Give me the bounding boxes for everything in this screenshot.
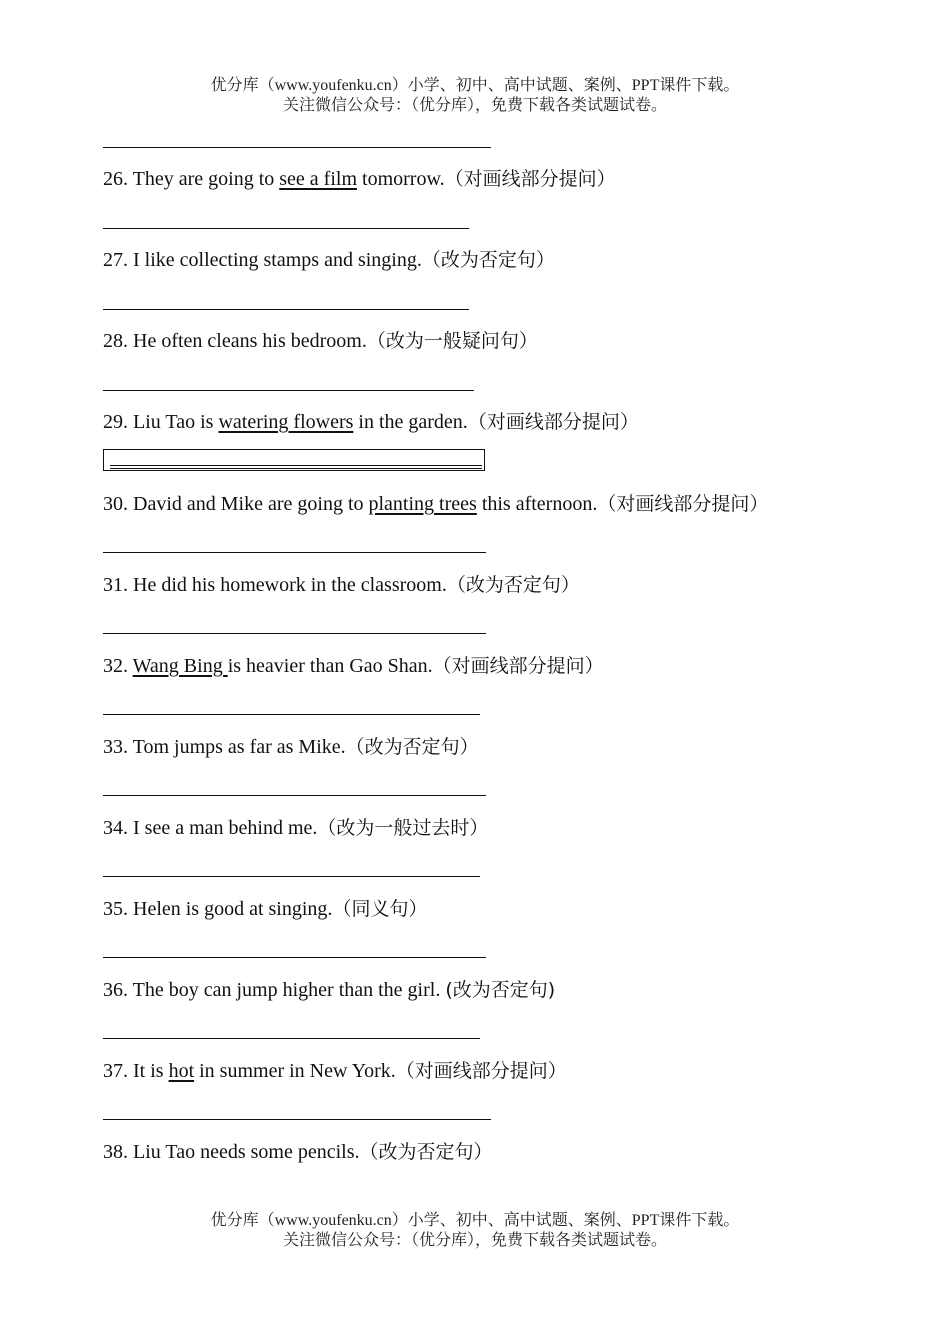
question-38: 38. Liu Tao needs some pencils.（改为否定句） — [103, 1141, 493, 1163]
answer-line[interactable] — [103, 309, 469, 310]
instruction: （对画线部分提问） — [395, 1060, 567, 1082]
answer-box[interactable] — [103, 449, 485, 471]
underlined-phrase: watering flowers — [218, 411, 354, 433]
question-34: 34. I see a man behind me.（改为一般过去时） — [103, 817, 489, 839]
question-32: 32. Wang Bing is heavier than Gao Shan.（对画线部分提问） — [103, 655, 604, 677]
answer-line[interactable] — [103, 957, 486, 958]
answer-line[interactable] — [103, 147, 491, 148]
page-header — [0, 76, 950, 116]
instruction: （对画线部分提问） — [597, 493, 769, 515]
instruction: （对画线部分提问） — [467, 411, 639, 433]
header-line-1: 优分库（www.youfenku.cn）小学、初中、高中试题、案例、PPT课件下载。 — [210, 77, 740, 94]
answer-line[interactable] — [103, 633, 486, 634]
instruction: （改为否定句） — [446, 574, 580, 596]
instruction: （改为否定句） — [345, 736, 479, 758]
answer-line[interactable] — [103, 390, 474, 391]
question-28: 28. He often cleans his bedroom.（改为一般疑问句） — [103, 330, 538, 352]
instruction: （改为一般疑问句） — [366, 330, 538, 352]
footer-line-2: 关注微信公众号：（优分库），免费下载各类试题试卷。 — [282, 1232, 667, 1249]
question-29: 29. Liu Tao is watering flowers in the garden.（对画线部分提问） — [103, 411, 639, 433]
question-26: 26. They are going to see a film tomorrow.（对画线部分提问） — [103, 168, 616, 190]
instruction: （同义句） — [332, 898, 428, 920]
instruction: （对画线部分提问） — [432, 655, 604, 677]
answer-line[interactable] — [103, 1119, 491, 1120]
instruction: （改为否定句） — [421, 249, 555, 271]
underlined-phrase: Wang Bing — [132, 655, 228, 677]
question-35: 35. Helen is good at singing.（同义句） — [103, 898, 428, 920]
instruction: （改为一般过去时） — [317, 817, 489, 839]
question-37: 37. It is hot in summer in New York.（对画线部分提问） — [103, 1060, 567, 1082]
answer-line[interactable] — [103, 876, 480, 877]
question-31: 31. He did his homework in the classroom.（改为否定句） — [103, 574, 580, 596]
answer-line[interactable] — [103, 552, 486, 553]
answer-line[interactable] — [103, 795, 486, 796]
answer-line[interactable] — [103, 714, 480, 715]
question-36: 36. The boy can jump higher than the girl. (改为否定句) — [103, 979, 556, 1001]
instruction: （对画线部分提问） — [444, 168, 616, 190]
question-30: 30. David and Mike are going to planting trees this afternoon.（对画线部分提问） — [103, 493, 769, 515]
underlined-phrase: hot — [168, 1060, 195, 1082]
question-27: 27. I like collecting stamps and singing.（改为否定句） — [103, 249, 555, 271]
instruction: (改为否定句) — [445, 979, 556, 1001]
answer-line[interactable] — [103, 228, 469, 229]
underlined-phrase: planting trees — [368, 493, 477, 515]
underlined-phrase: see a film — [279, 168, 358, 190]
question-33: 33. Tom jumps as far as Mike.（改为否定句） — [103, 736, 479, 758]
footer-line-1: 优分库（www.youfenku.cn）小学、初中、高中试题、案例、PPT课件下载。 — [210, 1212, 740, 1229]
page-footer — [0, 1211, 950, 1251]
instruction: （改为否定句） — [359, 1141, 493, 1163]
answer-line[interactable] — [103, 1038, 480, 1039]
header-line-2: 关注微信公众号：（优分库），免费下载各类试题试卷。 — [282, 97, 667, 114]
